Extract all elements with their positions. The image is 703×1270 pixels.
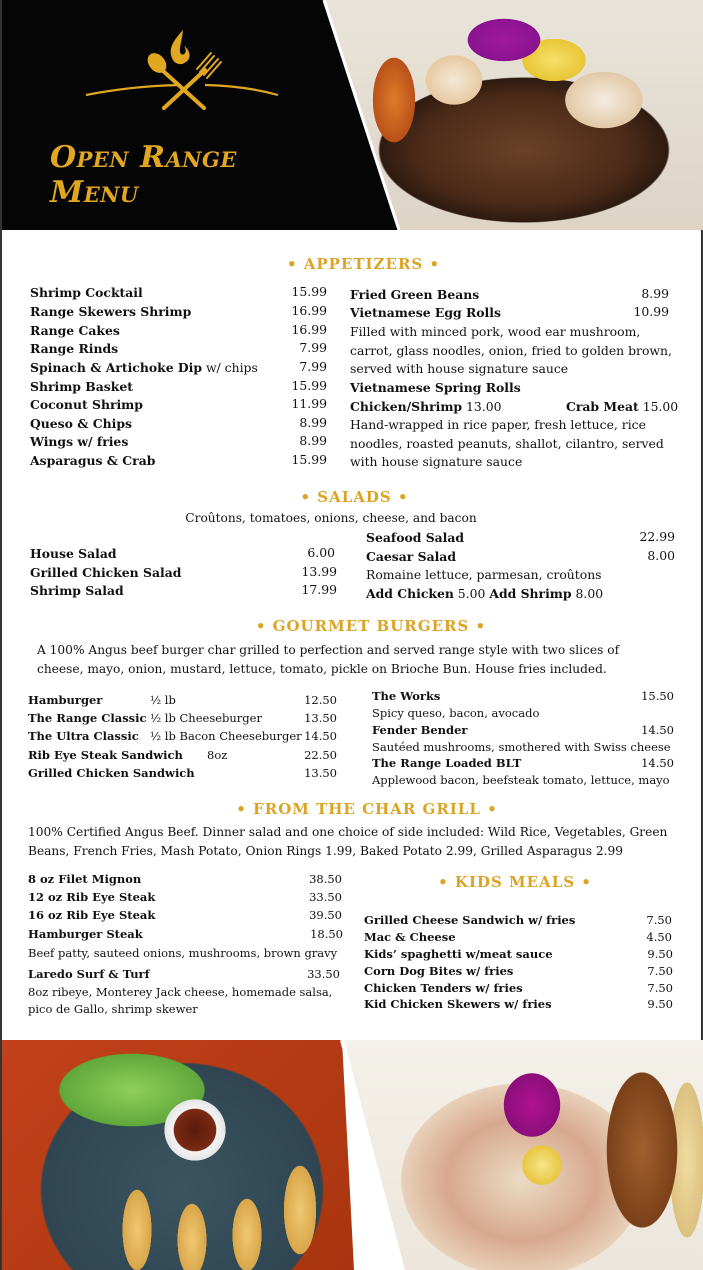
menu-item: Wings w/ fries [30, 434, 129, 449]
item-price: 16.99 [291, 322, 327, 337]
salads-heading: • SALADS • [300, 488, 409, 506]
item-price: 8.99 [299, 415, 327, 430]
menu-item: Kids’ spaghetti w/meat sauce [364, 947, 553, 961]
item-price: 6.00 [307, 545, 335, 560]
item-price: 12.50 [304, 693, 337, 707]
kids-meals-heading: • KIDS MEALS • [438, 873, 592, 891]
item-price: 7.50 [647, 964, 673, 978]
menu-item: 16 oz Rib Eye Steak [28, 908, 156, 922]
menu-item: Shrimp Cocktail [30, 285, 143, 300]
menu-item: Caesar Salad [366, 549, 456, 564]
menu-item-option: Chicken/Shrimp 13.00 [350, 399, 502, 414]
menu-item: Queso & Chips [30, 416, 132, 431]
item-price: 39.50 [309, 908, 342, 922]
item-price: 15.99 [291, 284, 327, 299]
menu-item: Kid Chicken Skewers w/ fries [364, 997, 552, 1011]
menu-item: Range Skewers Shrimp [30, 304, 192, 319]
menu-item: Vietnamese Egg Rolls [350, 305, 501, 320]
appetizers-heading: • APPETIZERS • [286, 255, 441, 273]
item-price: 16.99 [291, 303, 327, 318]
item-price: 11.99 [291, 396, 327, 411]
item-price: 8.99 [299, 433, 327, 448]
menu-item: Hamburger Steak [28, 927, 143, 941]
menu-item: 8 oz Filet Mignon [28, 872, 142, 886]
item-price: 13.50 [304, 711, 337, 725]
menu-item: Seafood Salad [366, 530, 465, 545]
burgers-heading: • GOURMET BURGERS • [255, 617, 487, 635]
item-price: 8.99 [641, 286, 669, 301]
item-price: 10.99 [633, 304, 669, 319]
photo-divider-line [2, 1040, 703, 1270]
menu-title: Open Range Menu [50, 140, 237, 210]
burgers-description: A 100% Angus beef burger char grilled to perfection and served range style with two slices of cheese, mayo, onion, mustard, lettuce, tomato, pickle on Brioche Bun. House fries included. [37, 643, 620, 676]
menu-item: Fried Green Beans [350, 287, 480, 302]
menu-item: 12 oz Rib Eye Steak [28, 890, 156, 904]
menu-item: Chicken Tenders w/ fries [364, 981, 523, 995]
item-size: ½ lb Cheeseburger [150, 711, 262, 725]
hero-food-photo [324, 0, 703, 230]
item-description: 8oz ribeye, Monterey Jack cheese, homemade salsa, pico de Gallo, shrimp skewer [28, 985, 333, 1016]
item-price: 15.99 [291, 452, 327, 467]
item-description: Applewood bacon, beefsteak tomato, lettuce, mayo [372, 773, 670, 787]
footer-photos [2, 1040, 703, 1270]
item-price: 33.50 [307, 967, 340, 981]
item-price: 9.50 [647, 947, 673, 961]
menu-item: Range Rinds [30, 341, 119, 356]
menu-item: Fender Bender [372, 723, 468, 737]
menu-item: Shrimp Salad [30, 583, 124, 598]
item-price: 8.00 [647, 548, 675, 563]
salads-subtitle: Croûtons, tomatoes, onions, cheese, and bacon [185, 511, 477, 525]
item-price: 18.50 [310, 927, 343, 941]
char-grill-description: 100% Certified Angus Beef. Dinner salad and one choice of side included: Wild Rice, Vegetables, Green Beans, French Fries, Mash Potato, Onion Rings 1.99, Baked Potato 2.99, Grilled Asparagus 2.99 [28, 825, 668, 858]
menu-item: Vietnamese Spring Rolls [350, 380, 521, 395]
item-price: 14.50 [304, 729, 337, 743]
menu-item: Spinach & Artichoke Dip w/ chips [30, 360, 258, 375]
menu-item: Corn Dog Bites w/ fries [364, 964, 514, 978]
menu-item: Asparagus & Crab [30, 453, 156, 468]
salad-addons: Add Chicken 5.00 Add Shrimp 8.00 [366, 586, 604, 601]
item-price: 7.99 [299, 359, 327, 374]
menu-item: Grilled Chicken Salad [30, 565, 182, 580]
item-description: Spicy queso, bacon, avocado [372, 706, 540, 720]
item-price: 17.99 [301, 582, 337, 597]
item-price: 13.50 [304, 766, 337, 780]
item-price: 22.50 [304, 748, 337, 762]
item-description: Beef patty, sauteed onions, mushrooms, brown gravy [28, 946, 338, 960]
menu-item: The Ultra Classic [28, 729, 139, 743]
menu-item: Coconut Shrimp [30, 397, 143, 412]
menu-item: Range Cakes [30, 323, 120, 338]
item-price: 7.99 [299, 340, 327, 355]
item-price: 7.50 [646, 913, 672, 927]
menu-item: Mac & Cheese [364, 930, 456, 944]
menu-item: Grilled Cheese Sandwich w/ fries [364, 913, 576, 927]
item-price: 33.50 [309, 890, 342, 904]
item-price: 14.50 [641, 723, 674, 737]
item-description: Sautéed mushrooms, smothered with Swiss cheese [372, 740, 671, 754]
menu-item: The Range Classic [28, 711, 147, 725]
menu-item: Rib Eye Steak Sandwich [28, 748, 183, 762]
menu-item: Grilled Chicken Sandwich [28, 766, 195, 780]
item-description: Filled with minced pork, wood ear mushroom, carrot, glass noodles, onion, fried to golden brown, served with house signature sauce [350, 324, 672, 377]
item-price: 15.99 [291, 378, 327, 393]
char-grill-heading: • FROM THE CHAR GRILL • [236, 800, 498, 818]
item-size: 8oz [207, 748, 228, 762]
item-price: 7.50 [647, 981, 673, 995]
menu-item: Shrimp Basket [30, 379, 133, 394]
menu-item: Laredo Surf & Turf [28, 967, 150, 981]
menu-item-option: Crab Meat 15.00 [566, 399, 679, 414]
menu-item: House Salad [30, 546, 117, 561]
item-price: 13.99 [301, 564, 337, 579]
menu-item: Hamburger [28, 693, 103, 707]
item-description: Hand-wrapped in rice paper, fresh lettuce, rice noodles, roasted peanuts, shallot, cilantro, served with house signature sauce [350, 417, 664, 470]
menu-header [2, 0, 703, 230]
item-price: 38.50 [309, 872, 342, 886]
item-price: 9.50 [647, 997, 673, 1011]
item-description: Romaine lettuce, parmesan, croûtons [366, 567, 602, 582]
item-price: 22.99 [639, 529, 675, 544]
item-size: ½ lb [150, 693, 176, 707]
spoon-fork-flame-icon [86, 28, 280, 113]
item-price: 4.50 [646, 930, 672, 944]
menu-item: The Range Loaded BLT [372, 756, 522, 770]
item-price: 15.50 [641, 689, 674, 703]
menu-item: The Works [372, 689, 441, 703]
item-price: 14.50 [641, 756, 674, 770]
item-size: ½ lb Bacon Cheeseburger [150, 729, 302, 743]
